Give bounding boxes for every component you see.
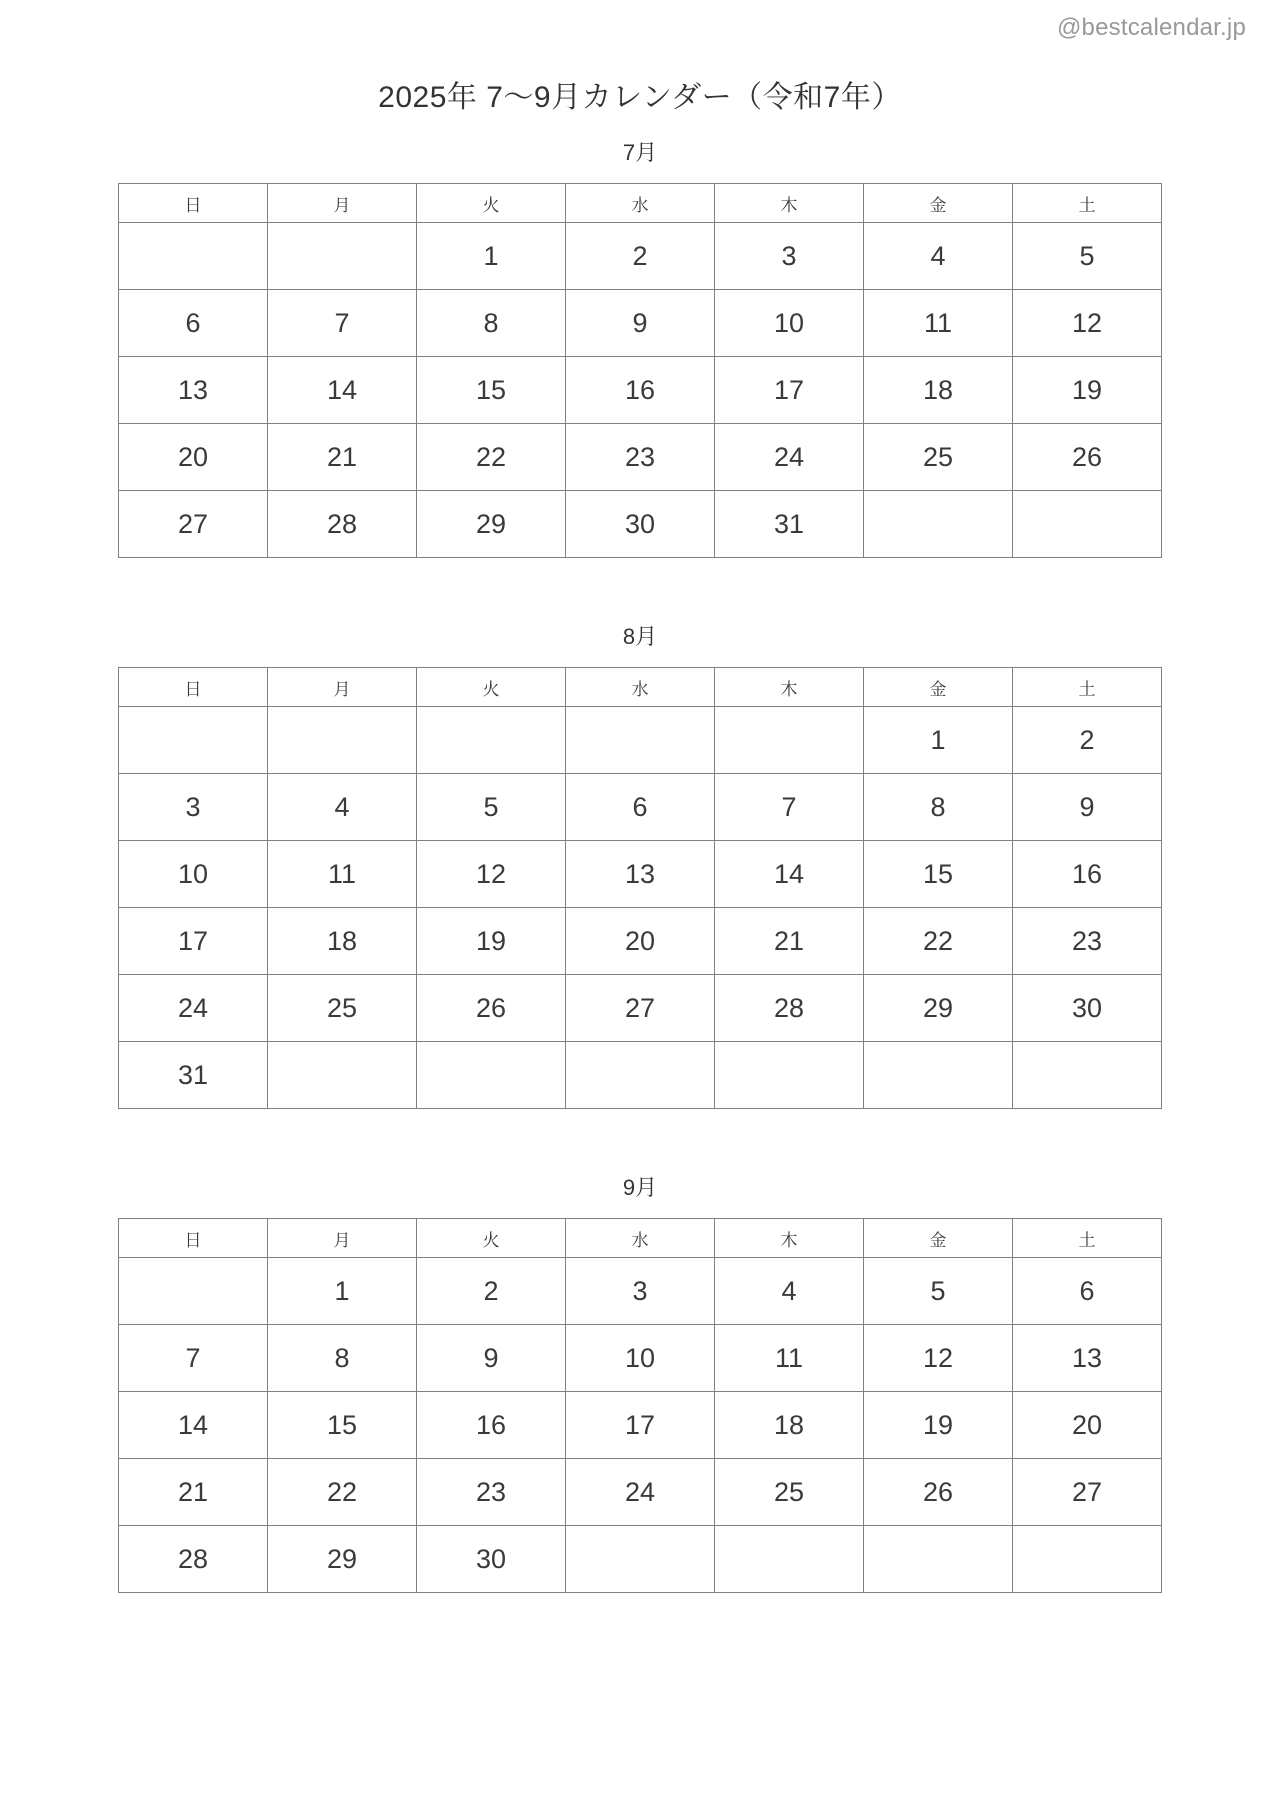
empty-day-cell [566,1526,715,1593]
day-cell[interactable]: 29 [864,975,1013,1042]
day-cell[interactable]: 29 [268,1526,417,1593]
day-cell[interactable]: 8 [864,774,1013,841]
day-cell[interactable]: 19 [864,1392,1013,1459]
week-row [119,841,1162,908]
day-cell[interactable]: 28 [715,975,864,1042]
empty-day-cell [1013,1526,1162,1593]
day-cell[interactable]: 27 [119,491,268,558]
day-cell[interactable]: 14 [268,357,417,424]
day-cell[interactable]: 16 [566,357,715,424]
calendar-table [118,183,1162,558]
empty-day-cell [1013,1042,1162,1109]
weekday-header-4: 木 [715,668,864,707]
weekday-header-2: 火 [417,668,566,707]
week-row [119,1392,1162,1459]
day-cell[interactable]: 9 [1013,774,1162,841]
week-row [119,1459,1162,1526]
weekday-header-2: 火 [417,1219,566,1258]
day-cell[interactable]: 16 [1013,841,1162,908]
weekday-header-0: 日 [119,184,268,223]
day-cell[interactable]: 20 [119,424,268,491]
day-cell[interactable]: 20 [566,908,715,975]
day-cell[interactable]: 13 [566,841,715,908]
day-cell[interactable]: 29 [417,491,566,558]
weekday-header-6: 土 [1013,1219,1162,1258]
weekday-header-3: 水 [566,1219,715,1258]
day-cell[interactable]: 30 [566,491,715,558]
day-cell[interactable]: 3 [566,1258,715,1325]
empty-day-cell [715,1042,864,1109]
day-cell[interactable]: 21 [268,424,417,491]
day-cell[interactable]: 13 [119,357,268,424]
day-cell[interactable]: 6 [566,774,715,841]
weekday-header-3: 水 [566,668,715,707]
empty-day-cell [566,1042,715,1109]
day-cell[interactable]: 31 [119,1042,268,1109]
week-row [119,908,1162,975]
empty-day-cell [864,1042,1013,1109]
weekday-header-row [119,668,1162,707]
day-cell[interactable]: 1 [417,223,566,290]
day-cell[interactable]: 25 [864,424,1013,491]
site-watermark: @bestcalendar.jp [1056,14,1246,41]
day-cell[interactable]: 30 [1013,975,1162,1042]
day-cell[interactable]: 10 [119,841,268,908]
day-cell[interactable]: 14 [119,1392,268,1459]
week-row [119,290,1162,357]
month-block [0,136,1280,558]
weekday-header-row [119,184,1162,223]
day-cell[interactable]: 3 [119,774,268,841]
day-cell[interactable]: 15 [268,1392,417,1459]
day-cell[interactable]: 20 [1013,1392,1162,1459]
weekday-header-5: 金 [864,184,1013,223]
empty-day-cell [119,223,268,290]
day-cell[interactable]: 4 [268,774,417,841]
page-title: 2025年 7〜9月カレンダー（令和7年） [378,81,902,114]
weekday-header-1: 月 [268,668,417,707]
day-cell[interactable]: 9 [566,290,715,357]
weekday-header-6: 土 [1013,668,1162,707]
day-cell[interactable]: 26 [417,975,566,1042]
day-cell[interactable]: 12 [864,1325,1013,1392]
day-cell[interactable]: 2 [1013,707,1162,774]
day-cell[interactable]: 30 [417,1526,566,1593]
day-cell[interactable]: 8 [417,290,566,357]
weekday-header-0: 日 [119,1219,268,1258]
day-cell[interactable]: 12 [417,841,566,908]
week-row [119,1325,1162,1392]
day-cell[interactable]: 4 [715,1258,864,1325]
weekday-header-1: 月 [268,1219,417,1258]
day-cell[interactable]: 31 [715,491,864,558]
week-row [119,1042,1162,1109]
empty-day-cell [119,707,268,774]
day-cell[interactable]: 10 [715,290,864,357]
weekday-header-6: 土 [1013,184,1162,223]
calendar-table [118,667,1162,1109]
weekday-header-0: 日 [119,668,268,707]
day-cell[interactable]: 8 [268,1325,417,1392]
day-cell[interactable]: 5 [1013,223,1162,290]
day-cell[interactable]: 26 [1013,424,1162,491]
empty-day-cell [566,707,715,774]
day-cell[interactable]: 3 [715,223,864,290]
week-row [119,223,1162,290]
empty-day-cell [268,1042,417,1109]
day-cell[interactable]: 10 [566,1325,715,1392]
day-cell[interactable]: 4 [864,223,1013,290]
month-label: 7月 [622,140,658,165]
weekday-header-5: 金 [864,668,1013,707]
day-cell[interactable]: 11 [268,841,417,908]
day-cell[interactable]: 11 [864,290,1013,357]
calendar-table [118,1218,1162,1593]
day-cell[interactable]: 25 [268,975,417,1042]
day-cell[interactable]: 15 [417,357,566,424]
day-cell[interactable]: 25 [715,1459,864,1526]
day-cell[interactable]: 21 [715,908,864,975]
day-cell[interactable]: 7 [268,290,417,357]
weekday-header-5: 金 [864,1219,1013,1258]
day-cell[interactable]: 22 [268,1459,417,1526]
day-cell[interactable]: 6 [119,290,268,357]
empty-day-cell [268,223,417,290]
day-cell[interactable]: 18 [864,357,1013,424]
day-cell[interactable]: 23 [417,1459,566,1526]
weekday-header-1: 月 [268,184,417,223]
day-cell[interactable]: 17 [715,357,864,424]
weekday-header-4: 木 [715,1219,864,1258]
day-cell[interactable]: 23 [1013,908,1162,975]
day-cell[interactable]: 18 [268,908,417,975]
day-cell[interactable]: 6 [1013,1258,1162,1325]
empty-day-cell [268,707,417,774]
day-cell[interactable]: 5 [864,1258,1013,1325]
day-cell[interactable]: 14 [715,841,864,908]
day-cell[interactable]: 26 [864,1459,1013,1526]
week-row [119,424,1162,491]
day-cell[interactable]: 27 [1013,1459,1162,1526]
empty-day-cell [715,707,864,774]
day-cell[interactable]: 22 [864,908,1013,975]
day-cell[interactable]: 18 [715,1392,864,1459]
month-label: 9月 [622,1175,658,1200]
day-cell[interactable]: 7 [119,1325,268,1392]
day-cell[interactable]: 13 [1013,1325,1162,1392]
weekday-header-row [119,1219,1162,1258]
empty-day-cell [1013,491,1162,558]
week-row [119,774,1162,841]
day-cell[interactable]: 2 [417,1258,566,1325]
day-cell[interactable]: 19 [417,908,566,975]
empty-day-cell [417,1042,566,1109]
day-cell[interactable]: 17 [119,908,268,975]
day-cell[interactable]: 28 [268,491,417,558]
day-cell[interactable]: 12 [1013,290,1162,357]
day-cell[interactable]: 2 [566,223,715,290]
day-cell[interactable]: 5 [417,774,566,841]
week-row [119,1526,1162,1593]
day-cell[interactable]: 16 [417,1392,566,1459]
week-row [119,357,1162,424]
empty-day-cell [864,491,1013,558]
day-cell[interactable]: 7 [715,774,864,841]
day-cell[interactable]: 24 [566,1459,715,1526]
day-cell[interactable]: 11 [715,1325,864,1392]
weekday-header-4: 木 [715,184,864,223]
empty-day-cell [119,1258,268,1325]
day-cell[interactable]: 23 [566,424,715,491]
empty-day-cell [864,1526,1013,1593]
day-cell[interactable]: 19 [1013,357,1162,424]
week-row [119,1258,1162,1325]
day-cell[interactable]: 21 [119,1459,268,1526]
months-container [0,136,1280,1593]
weekday-header-2: 火 [417,184,566,223]
empty-day-cell [715,1526,864,1593]
weekday-header-3: 水 [566,184,715,223]
empty-day-cell [417,707,566,774]
week-row [119,975,1162,1042]
day-cell[interactable]: 1 [864,707,1013,774]
day-cell[interactable]: 27 [566,975,715,1042]
day-cell[interactable]: 22 [417,424,566,491]
week-row [119,707,1162,774]
day-cell[interactable]: 9 [417,1325,566,1392]
month-label: 8月 [622,624,658,649]
day-cell[interactable]: 28 [119,1526,268,1593]
day-cell[interactable]: 15 [864,841,1013,908]
day-cell[interactable]: 17 [566,1392,715,1459]
month-block [0,1171,1280,1593]
day-cell[interactable]: 24 [119,975,268,1042]
month-block [0,620,1280,1109]
day-cell[interactable]: 24 [715,424,864,491]
week-row [119,491,1162,558]
day-cell[interactable]: 1 [268,1258,417,1325]
